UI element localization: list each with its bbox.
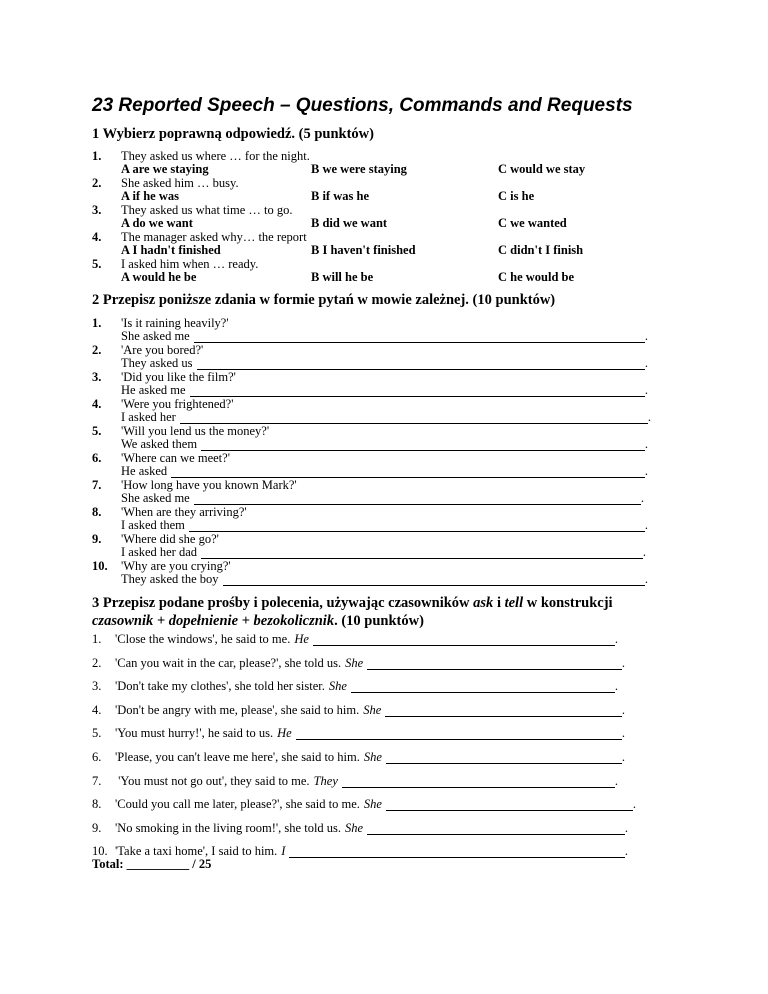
page-title: 23 Reported Speech – Questions, Commands and Requests bbox=[92, 95, 633, 116]
answer-line[interactable] bbox=[367, 824, 625, 835]
section3-heading-construction: czasownik + dopełnienie + bezokolicznik bbox=[92, 613, 335, 629]
option-a: A do we want bbox=[121, 216, 193, 230]
question-text: They asked us where … for the night. bbox=[121, 149, 310, 163]
period: . bbox=[621, 726, 625, 741]
period: . bbox=[624, 820, 628, 835]
answer-row bbox=[121, 464, 648, 478]
original-sentence: 'Could you call me later, please?', she said to me. bbox=[115, 797, 360, 812]
option-b: B I haven't finished bbox=[311, 243, 416, 257]
option-c: C didn't I finish bbox=[498, 243, 584, 257]
question-number: 7. bbox=[92, 478, 102, 492]
answer-row bbox=[121, 329, 648, 343]
answer-line[interactable] bbox=[190, 386, 645, 397]
reported-subject: He bbox=[277, 726, 292, 741]
answer-row bbox=[121, 437, 648, 451]
question-number: 3. bbox=[92, 203, 102, 217]
question-number: 1. bbox=[92, 316, 102, 330]
answer-line[interactable] bbox=[386, 753, 622, 764]
section2-heading: 2 Przepisz poniższe zdania w formie pytań w mowie zależnej. (10 punktów) bbox=[92, 292, 556, 308]
option-c: C is he bbox=[498, 189, 535, 203]
answer-prompt: I asked her dad bbox=[121, 545, 198, 559]
original-sentence: 'Take a taxi home', I said to him. bbox=[115, 844, 278, 859]
answer-row bbox=[121, 491, 644, 505]
item-number: 7. bbox=[92, 773, 102, 788]
question-number: 2. bbox=[92, 343, 102, 357]
answer-line[interactable] bbox=[194, 494, 641, 505]
section3-heading-and: i bbox=[493, 595, 505, 611]
direct-question: 'Where can we meet?' bbox=[121, 451, 230, 465]
period: . bbox=[644, 356, 648, 370]
question-text: I asked him when … ready. bbox=[121, 257, 259, 271]
sentence-row bbox=[115, 726, 625, 740]
direct-question: 'Is it raining heavily?' bbox=[121, 316, 229, 330]
period: . bbox=[621, 750, 625, 764]
original-sentence: 'Can you wait in the car, please?', she told us. bbox=[115, 655, 342, 670]
original-sentence: 'No smoking in the living room!', she told us. bbox=[115, 820, 342, 835]
section3-heading-points: . (10 punktów) bbox=[334, 613, 424, 629]
question-text: The manager asked why… the report bbox=[121, 230, 307, 244]
total-score: Total: __________ / 25 bbox=[92, 857, 212, 871]
period: . bbox=[632, 797, 636, 812]
question-number: 5. bbox=[92, 424, 102, 438]
answer-prompt: They asked the boy bbox=[121, 572, 219, 586]
option-b: B we were staying bbox=[311, 162, 407, 176]
sentence-row bbox=[115, 821, 628, 835]
answer-row bbox=[121, 518, 648, 532]
item-number: 5. bbox=[92, 726, 102, 741]
section1-heading: 1 Wybierz poprawną odpowiedź. (5 punktów) bbox=[92, 126, 374, 142]
direct-question: 'Were you frightened?' bbox=[121, 397, 234, 411]
question-number: 2. bbox=[92, 176, 102, 190]
answer-line[interactable] bbox=[386, 800, 633, 811]
item-number: 4. bbox=[92, 702, 102, 717]
direct-question: 'Where did she go?' bbox=[121, 532, 219, 546]
sentence-row bbox=[115, 679, 618, 693]
direct-question: 'How long have you known Mark?' bbox=[121, 478, 297, 492]
answer-line[interactable] bbox=[313, 635, 615, 646]
answer-line[interactable] bbox=[296, 729, 622, 740]
answer-row bbox=[121, 572, 648, 586]
direct-question: 'Will you lend us the money?' bbox=[121, 424, 270, 438]
original-sentence: 'You must hurry!', he said to us. bbox=[115, 726, 274, 741]
reported-subject: She bbox=[345, 820, 364, 835]
answer-row bbox=[121, 410, 651, 424]
period: . bbox=[644, 464, 648, 478]
reported-subject: She bbox=[345, 655, 364, 670]
answer-prompt: She asked me bbox=[121, 491, 190, 505]
section3-heading-part: 3 Przepisz podane prośby i polecenia, używając czasowników bbox=[92, 595, 474, 611]
item-number: 10. bbox=[92, 844, 108, 859]
question-number: 1. bbox=[92, 149, 102, 163]
item-number: 6. bbox=[92, 750, 102, 764]
period: . bbox=[614, 632, 618, 646]
section3-heading-tell: tell bbox=[504, 595, 524, 611]
reported-subject: She bbox=[363, 750, 382, 764]
answer-prompt: He asked bbox=[121, 464, 168, 478]
answer-prompt: They asked us bbox=[121, 356, 193, 370]
item-number: 8. bbox=[92, 797, 102, 812]
sentence-row bbox=[115, 797, 636, 811]
sentence-row bbox=[115, 632, 618, 646]
answer-prompt: We asked them bbox=[121, 437, 198, 451]
direct-question: 'Did you like the film?' bbox=[121, 370, 236, 384]
reported-subject: I bbox=[281, 844, 286, 859]
reported-subject: She bbox=[328, 679, 347, 694]
answer-line[interactable] bbox=[289, 847, 624, 858]
answer-row bbox=[121, 356, 648, 370]
original-sentence: 'Close the windows', he said to me. bbox=[115, 632, 291, 646]
answer-prompt: He asked me bbox=[121, 383, 186, 397]
answer-line[interactable] bbox=[367, 659, 622, 670]
sentence-row bbox=[115, 656, 625, 670]
period: . bbox=[644, 383, 648, 397]
option-a: A if he was bbox=[121, 189, 179, 203]
original-sentence: 'Don't take my clothes', she told her sister. bbox=[115, 679, 325, 694]
direct-question: 'Are you bored?' bbox=[121, 343, 204, 357]
option-c: C he would be bbox=[498, 270, 575, 284]
period: . bbox=[644, 329, 648, 343]
sentence-row bbox=[115, 750, 625, 764]
period: . bbox=[644, 572, 648, 586]
answer-line[interactable] bbox=[342, 777, 615, 788]
question-number: 6. bbox=[92, 451, 102, 465]
answer-prompt: I asked her bbox=[121, 410, 176, 424]
period: . bbox=[644, 437, 648, 451]
answer-row bbox=[121, 545, 646, 559]
question-text: She asked him … busy. bbox=[121, 176, 239, 190]
reported-subject: He bbox=[294, 632, 309, 646]
period: . bbox=[642, 545, 646, 559]
option-b: B will he be bbox=[311, 270, 374, 284]
answer-line[interactable] bbox=[180, 413, 648, 424]
section3-heading bbox=[92, 594, 613, 630]
answer-line[interactable] bbox=[223, 575, 645, 586]
answer-line[interactable] bbox=[201, 440, 645, 451]
question-number: 3. bbox=[92, 370, 102, 384]
original-sentence: 'Don't be angry with me, please', she said to him. bbox=[115, 702, 360, 717]
period: . bbox=[644, 518, 648, 532]
item-number: 1. bbox=[92, 632, 102, 646]
reported-subject: She bbox=[363, 797, 382, 812]
period: . bbox=[621, 702, 625, 717]
section3-heading-ask: ask bbox=[473, 595, 494, 611]
question-number: 10. bbox=[92, 559, 108, 573]
direct-question: 'Why are you crying?' bbox=[121, 559, 231, 573]
period: . bbox=[621, 655, 625, 670]
option-c: C would we stay bbox=[498, 162, 586, 176]
period: . bbox=[647, 410, 651, 424]
original-sentence: 'Please, you can't leave me here', she said to him. bbox=[115, 750, 360, 764]
answer-line[interactable] bbox=[189, 521, 645, 532]
item-number: 9. bbox=[92, 820, 102, 835]
original-sentence: 'You must not go out', they said to me. bbox=[115, 773, 310, 788]
option-a: A are we staying bbox=[121, 162, 209, 176]
answer-line[interactable] bbox=[201, 548, 643, 559]
question-number: 5. bbox=[92, 257, 102, 271]
reported-subject: They bbox=[313, 773, 338, 788]
sentence-row bbox=[115, 703, 625, 717]
question-text: They asked us what time … to go. bbox=[121, 203, 293, 217]
answer-prompt: She asked me bbox=[121, 329, 190, 343]
period: . bbox=[640, 491, 644, 505]
answer-prompt: I asked them bbox=[121, 518, 185, 532]
question-number: 4. bbox=[92, 230, 102, 244]
section3-heading-part2: w konstrukcji bbox=[523, 595, 613, 611]
answer-row bbox=[121, 383, 648, 397]
answer-line[interactable] bbox=[171, 467, 645, 478]
period: . bbox=[614, 679, 618, 694]
option-a: A I hadn't finished bbox=[121, 243, 221, 257]
question-number: 8. bbox=[92, 505, 102, 519]
item-number: 2. bbox=[92, 655, 102, 670]
option-c: C we wanted bbox=[498, 216, 567, 230]
question-number: 9. bbox=[92, 532, 102, 546]
answer-line[interactable] bbox=[197, 359, 645, 370]
reported-subject: She bbox=[363, 702, 382, 717]
period: . bbox=[624, 844, 628, 859]
answer-line[interactable] bbox=[385, 706, 622, 717]
answer-line[interactable] bbox=[351, 682, 615, 693]
direct-question: 'When are they arriving?' bbox=[121, 505, 247, 519]
answer-line[interactable] bbox=[194, 332, 645, 343]
item-number: 3. bbox=[92, 679, 102, 694]
option-a: A would he be bbox=[121, 270, 197, 284]
question-number: 4. bbox=[92, 397, 102, 411]
option-b: B did we want bbox=[311, 216, 388, 230]
option-b: B if was he bbox=[311, 189, 369, 203]
period: . bbox=[614, 773, 618, 788]
sentence-row bbox=[115, 774, 618, 788]
